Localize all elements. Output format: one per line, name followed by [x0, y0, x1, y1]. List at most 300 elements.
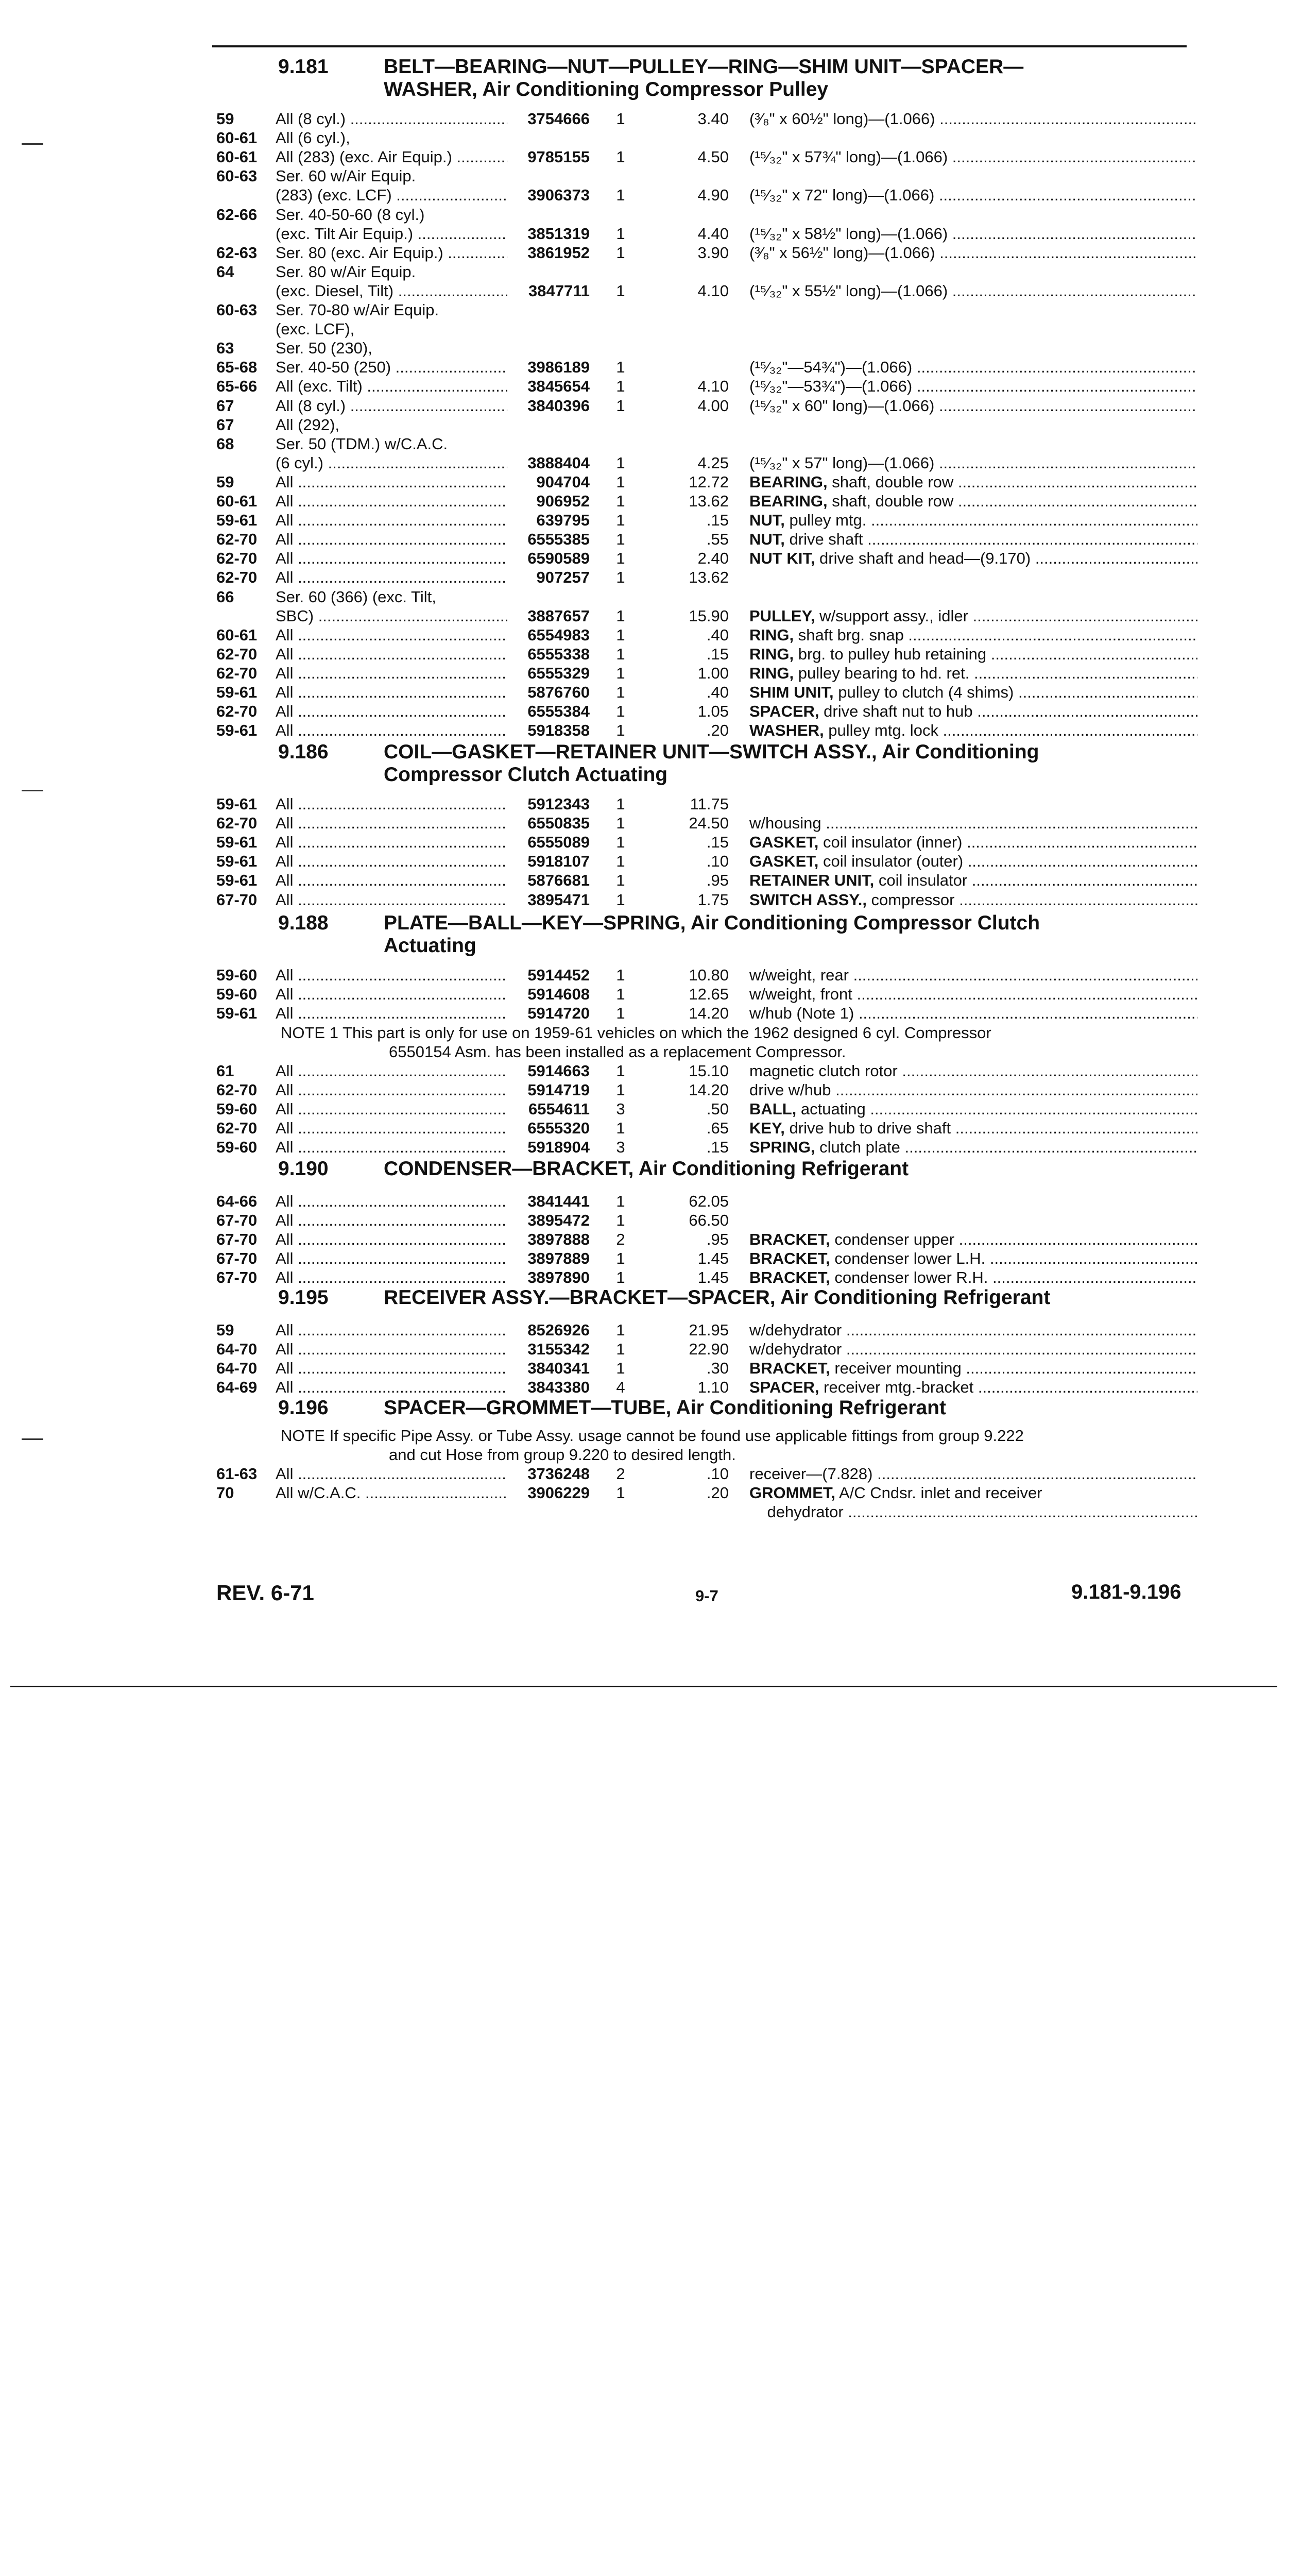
price: 4.25 [697, 453, 729, 472]
price: 4.90 [697, 186, 729, 205]
quantity: 1 [616, 358, 625, 377]
price: 4.40 [697, 224, 729, 243]
part-number: 3906373 [507, 185, 590, 205]
part-name [749, 683, 1197, 702]
part-name [749, 1378, 1197, 1397]
application: All ..... [276, 664, 520, 683]
part-name [749, 530, 1197, 549]
part-name-text: (¹⁵⁄₃₂" x 57" long)—(1.066) [749, 453, 935, 472]
section-title: RECEIVER ASSY.—BRACKET—SPACER, Air Conditioning Refrigerant [384, 1286, 1051, 1309]
part-name-bold: RING, [749, 625, 794, 644]
part-number: 5876760 [507, 683, 590, 702]
model-years: 59-60 [216, 1138, 258, 1157]
application: (exc. LCF), [276, 320, 355, 338]
part-name-bold: RETAINER UNIT, [749, 871, 875, 890]
model-years: 67-70 [216, 1268, 258, 1287]
part-name-bold: WASHER, [749, 721, 824, 740]
part-number: 6550835 [507, 814, 590, 833]
part-name-bold: BRACKET, [749, 1249, 830, 1268]
part-number: 639795 [507, 511, 590, 530]
model-years: 62-63 [216, 243, 258, 262]
application: All ..... [276, 721, 520, 740]
part-name-text: w/housing [749, 814, 821, 833]
table-row [0, 1211, 1302, 1230]
table-row [0, 377, 1302, 396]
part-name-text: shaft brg. snap [794, 625, 904, 644]
application: All ..... [276, 1464, 520, 1483]
note-line: 6550154 Asm. has been installed as a replacement Compressor. [389, 1043, 846, 1061]
model-years: 60-61 [216, 625, 258, 644]
table-row [0, 338, 1302, 358]
table-row [0, 833, 1302, 852]
part-number: 3840396 [507, 396, 590, 415]
part-number: 3845654 [507, 377, 590, 396]
table-row [0, 1340, 1302, 1359]
note-line: NOTE If specific Pipe Assy. or Tube Assy. usage cannot be found use applicable fittings from group 9.222 [281, 1427, 1024, 1445]
price: 1.45 [697, 1249, 729, 1268]
part-name-text: drive w/hub [749, 1081, 831, 1099]
section-title: COIL—GASKET—RETAINER UNIT—SWITCH ASSY., Air Conditioning Compressor Clutch Actuating [384, 741, 1039, 786]
model-years: 61 [216, 1062, 234, 1080]
part-name [749, 1359, 1197, 1378]
table-row [0, 606, 1302, 625]
price: 4.00 [697, 396, 729, 415]
quantity: 1 [616, 871, 625, 890]
part-name-text: actuating [796, 1100, 866, 1118]
model-years: 62-70 [216, 549, 258, 568]
model-years: 59-60 [216, 966, 258, 984]
part-name [749, 109, 1197, 128]
application: All ..... [276, 1211, 520, 1230]
section-title: CONDENSER—BRACKET, Air Conditioning Refrigerant [384, 1158, 909, 1180]
part-name [749, 721, 1197, 740]
part-name-text: (¹⁵⁄₃₂" x 72" long)—(1.066) [749, 186, 935, 205]
application: Ser. 50 (230), [276, 339, 372, 358]
quantity: 1 [616, 606, 625, 625]
table-row [0, 1483, 1302, 1502]
part-name-text: w/dehydrator [749, 1340, 842, 1359]
table-row [0, 1464, 1302, 1483]
application: All (283) (exc. Air Equip.) ..... [276, 147, 520, 166]
quantity: 1 [616, 224, 625, 243]
part-name [749, 1502, 1197, 1521]
application: All ..... [276, 871, 520, 890]
model-years: 67 [216, 415, 234, 434]
application: All ..... [276, 1118, 520, 1138]
part-name-bold: PULLEY, [749, 606, 815, 625]
price: 13.62 [689, 492, 729, 510]
section-number: 9.190 [278, 1158, 329, 1180]
part-number: 5914663 [507, 1061, 590, 1080]
application: All ..... [276, 645, 520, 664]
quantity: 1 [616, 1004, 625, 1023]
part-name-text: drive shaft [784, 530, 863, 549]
table-row [0, 472, 1302, 492]
part-name [749, 358, 1197, 377]
part-name [749, 965, 1197, 985]
table-row [0, 166, 1302, 185]
part-number: 5914719 [507, 1080, 590, 1099]
part-number: 3155342 [507, 1340, 590, 1359]
quantity: 1 [616, 1192, 625, 1210]
application: All ..... [276, 568, 520, 587]
price: .15 [706, 833, 729, 852]
part-name-text: receiver mounting [830, 1359, 962, 1378]
price: 1.10 [697, 1378, 729, 1397]
price: 14.20 [689, 1081, 729, 1099]
part-name-text: pulley to clutch (4 shims) [833, 683, 1014, 701]
application: All ..... [276, 1249, 520, 1268]
model-years: 59-60 [216, 985, 258, 1004]
application: SBC) ..... [276, 606, 520, 625]
part-name [749, 492, 1197, 511]
quantity: 1 [616, 1062, 625, 1080]
price: .95 [706, 1230, 729, 1249]
margin-mark [22, 1438, 43, 1440]
section-number: 9.195 [278, 1286, 329, 1309]
model-years: 59-61 [216, 511, 258, 530]
model-years: 68 [216, 434, 234, 453]
model-years: 70 [216, 1484, 234, 1502]
part-name [749, 890, 1197, 909]
model-years: 59-61 [216, 871, 258, 890]
quantity: 1 [616, 396, 625, 415]
part-name-text: dehydrator [749, 1503, 844, 1521]
table-row [0, 128, 1302, 147]
price: 66.50 [689, 1211, 729, 1230]
application: Ser. 60 w/Air Equip. [276, 167, 416, 185]
table-row [0, 721, 1302, 740]
part-number: 3851319 [507, 224, 590, 243]
table-row [0, 965, 1302, 985]
application: All w/C.A.C. ..... [276, 1483, 520, 1502]
part-number: 5914452 [507, 965, 590, 985]
price: 13.62 [689, 568, 729, 587]
part-name [749, 833, 1197, 852]
model-years: 60-61 [216, 148, 258, 166]
price: .15 [706, 1138, 729, 1157]
application: All (292), [276, 415, 340, 434]
price: 1.00 [697, 664, 729, 682]
application: All ..... [276, 814, 520, 833]
table-row [0, 664, 1302, 683]
model-years: 59 [216, 472, 234, 491]
table-row [0, 453, 1302, 472]
application: All ..... [276, 511, 520, 530]
table-row [0, 1378, 1302, 1397]
quantity: 1 [616, 511, 625, 530]
quantity: 2 [616, 1230, 625, 1249]
model-years: 64-70 [216, 1340, 258, 1359]
part-number: 904704 [507, 472, 590, 492]
price: .40 [706, 683, 729, 701]
part-number: 907257 [507, 568, 590, 587]
part-number: 3897890 [507, 1268, 590, 1287]
part-name [749, 1483, 1197, 1502]
model-years: 62-70 [216, 702, 258, 721]
application: All ..... [276, 683, 520, 702]
application: Ser. 40-50-60 (8 cyl.) [276, 205, 425, 224]
part-name [749, 453, 1197, 472]
part-name-bold: SHIM UNIT, [749, 683, 834, 701]
application: All ..... [276, 1320, 520, 1340]
part-name-bold: SWITCH ASSY., [749, 890, 867, 909]
quantity: 1 [616, 890, 625, 909]
model-years: 59-61 [216, 683, 258, 701]
part-number: 3906229 [507, 1483, 590, 1502]
application: All ..... [276, 965, 520, 985]
table-row [0, 319, 1302, 338]
table-row [0, 1118, 1302, 1138]
model-years: 62-70 [216, 814, 258, 833]
model-years: 61-63 [216, 1465, 258, 1483]
model-years: 64 [216, 262, 234, 281]
part-name-bold: NUT, [749, 530, 785, 549]
part-name-bold: RING, [749, 645, 794, 663]
margin-mark [22, 790, 43, 791]
table-row [0, 511, 1302, 530]
part-name-text: pulley mtg. [784, 511, 867, 530]
part-number: 3897889 [507, 1249, 590, 1268]
part-name-bold: RING, [749, 664, 794, 682]
quantity: 1 [616, 1119, 625, 1138]
application: (283) (exc. LCF) ..... [276, 185, 520, 205]
price: .15 [706, 511, 729, 530]
quantity: 1 [616, 625, 625, 644]
price: 4.10 [697, 281, 729, 300]
part-name [749, 1268, 1197, 1287]
part-name [749, 1004, 1197, 1023]
application: All ..... [276, 890, 520, 909]
quantity: 1 [616, 377, 625, 396]
model-years: 59-60 [216, 1100, 258, 1118]
part-name-text: A/C Cndsr. inlet and receiver [835, 1484, 1042, 1502]
quantity: 1 [616, 1268, 625, 1287]
part-name [749, 1249, 1197, 1268]
quantity: 1 [616, 472, 625, 491]
revision-label: REV. 6-71 [216, 1581, 314, 1605]
part-number: 5918107 [507, 852, 590, 871]
application: All ..... [276, 1359, 520, 1378]
part-name [749, 606, 1197, 625]
quantity: 1 [616, 1211, 625, 1230]
part-number: 5912343 [507, 794, 590, 814]
part-name-text: (³⁄₈" x 56½" long)—(1.066) [749, 243, 935, 262]
price: 1.05 [697, 702, 729, 721]
price: .50 [706, 1100, 729, 1118]
part-name-text: (¹⁵⁄₃₂" x 58½" long)—(1.066) [749, 224, 948, 243]
section-number: 9.186 [278, 741, 329, 763]
price: 12.65 [689, 985, 729, 1004]
part-name-bold: GASKET, [749, 833, 819, 852]
table-row [0, 852, 1302, 871]
price: .95 [706, 871, 729, 890]
section-title: PLATE—BALL—KEY—SPRING, Air Conditioning Compressor Clutch Actuating [384, 912, 1040, 957]
part-name [749, 1118, 1197, 1138]
price: 62.05 [689, 1192, 729, 1210]
price: .55 [706, 530, 729, 549]
price: 15.10 [689, 1062, 729, 1080]
price: 3.90 [697, 243, 729, 262]
table-row [0, 205, 1302, 224]
quantity: 1 [616, 1340, 625, 1359]
quantity: 1 [616, 702, 625, 721]
quantity: 3 [616, 1138, 625, 1157]
application: All ..... [276, 1268, 520, 1287]
part-name [749, 1080, 1197, 1099]
part-name-bold: BALL, [749, 1100, 797, 1118]
part-name-bold: KEY, [749, 1119, 785, 1138]
part-name [749, 1320, 1197, 1340]
quantity: 2 [616, 1465, 625, 1483]
quantity: 1 [616, 664, 625, 682]
model-years: 67-70 [216, 1230, 258, 1249]
section-note [281, 1023, 1208, 1061]
part-name-text: shaft, double row [827, 472, 954, 491]
quantity: 1 [616, 814, 625, 833]
part-number: 9785155 [507, 147, 590, 166]
part-name-text: magnetic clutch rotor [749, 1062, 898, 1080]
table-row [0, 814, 1302, 833]
application: Ser. 40-50 (250) ..... [276, 358, 520, 377]
table-row [0, 396, 1302, 415]
part-number: 3887657 [507, 606, 590, 625]
price: 21.95 [689, 1321, 729, 1339]
model-years: 67-70 [216, 1211, 258, 1230]
part-name [749, 645, 1197, 664]
part-name [749, 281, 1197, 300]
table-row [0, 1502, 1302, 1521]
application: All ..... [276, 549, 520, 568]
model-years: 59-61 [216, 833, 258, 852]
table-row [0, 1004, 1302, 1023]
part-number: 3840341 [507, 1359, 590, 1378]
part-name-text: condenser upper [830, 1230, 955, 1249]
part-name-bold: GROMMET, [749, 1484, 836, 1502]
section-number: 9.181 [278, 56, 329, 78]
part-name-bold: GASKET, [749, 852, 819, 871]
application: All ..... [276, 833, 520, 852]
model-years: 62-70 [216, 1081, 258, 1099]
part-name [749, 1230, 1197, 1249]
application: All ..... [276, 625, 520, 645]
quantity: 1 [616, 568, 625, 587]
application: All ..... [276, 794, 520, 814]
part-name-bold: BRACKET, [749, 1268, 830, 1287]
model-years: 60-61 [216, 129, 258, 147]
application: All ..... [276, 1230, 520, 1249]
part-number: 5876681 [507, 871, 590, 890]
quantity: 1 [616, 110, 625, 128]
part-name [749, 377, 1197, 396]
part-name-text: (¹⁵⁄₃₂" x 55½" long)—(1.066) [749, 281, 948, 300]
quantity: 1 [616, 985, 625, 1004]
part-name [749, 1099, 1197, 1118]
table-row [0, 549, 1302, 568]
part-name [749, 1061, 1197, 1080]
part-name-bold: SPRING, [749, 1138, 815, 1157]
table-row [0, 1249, 1302, 1268]
price: .10 [706, 1465, 729, 1483]
table-row [0, 109, 1302, 128]
part-number: 3841441 [507, 1192, 590, 1211]
part-number: 5918358 [507, 721, 590, 740]
table-row [0, 890, 1302, 909]
quantity: 1 [616, 1081, 625, 1099]
part-name-text: clutch plate [815, 1138, 900, 1157]
part-name [749, 224, 1197, 243]
table-row [0, 1359, 1302, 1378]
model-years: 67-70 [216, 1249, 258, 1268]
part-number: 5918904 [507, 1138, 590, 1157]
quantity: 1 [616, 966, 625, 984]
table-row [0, 281, 1302, 300]
application: Ser. 50 (TDM.) w/C.A.C. [276, 434, 448, 453]
part-number: 3897888 [507, 1230, 590, 1249]
part-number: 5914720 [507, 1004, 590, 1023]
table-row [0, 625, 1302, 645]
part-name-text: pulley bearing to hd. ret. [794, 664, 970, 682]
note-line: NOTE 1 This part is only for use on 1959-61 vehicles on which the 1962 designed 6 cyl. Compressor [281, 1024, 991, 1042]
part-number: 3986189 [507, 358, 590, 377]
application: (exc. Tilt Air Equip.) ..... [276, 224, 520, 243]
part-number: 3754666 [507, 109, 590, 128]
quantity: 1 [616, 1249, 625, 1268]
model-years: 59-61 [216, 721, 258, 740]
part-number: 3888404 [507, 453, 590, 472]
part-name [749, 1464, 1197, 1483]
table-row [0, 645, 1302, 664]
part-name-text: w/support assy., idler [815, 606, 968, 625]
part-name-text: drive shaft nut to hub [819, 702, 973, 721]
model-years: 62-70 [216, 530, 258, 549]
part-name-text: w/dehydrator [749, 1321, 842, 1339]
quantity: 1 [616, 1484, 625, 1502]
table-row [0, 492, 1302, 511]
part-name-bold: BRACKET, [749, 1230, 830, 1249]
application: (6 cyl.) ..... [276, 453, 520, 472]
model-years: 64-69 [216, 1378, 258, 1397]
part-name-bold: SPACER, [749, 702, 819, 721]
price: 12.72 [689, 472, 729, 491]
price: 4.10 [697, 377, 729, 396]
price: 15.90 [689, 606, 729, 625]
application: Ser. 70-80 w/Air Equip. [276, 301, 439, 319]
part-name-text: receiver—(7.828) [749, 1465, 873, 1483]
application: All ..... [276, 1138, 520, 1157]
quantity: 1 [616, 852, 625, 871]
note-line: and cut Hose from group 9.220 to desired length. [389, 1446, 736, 1464]
part-name [749, 243, 1197, 262]
price: .15 [706, 645, 729, 663]
price: 22.90 [689, 1340, 729, 1359]
application: All ..... [276, 472, 520, 492]
model-years: 67-70 [216, 890, 258, 909]
part-name-text: coil insulator (inner) [818, 833, 963, 852]
table-row [0, 243, 1302, 262]
model-years: 59-61 [216, 795, 258, 813]
price: .65 [706, 1119, 729, 1138]
part-name-text: condenser lower R.H. [830, 1268, 988, 1287]
part-name-text: (¹⁵⁄₃₂"—54¾")—(1.066) [749, 358, 913, 377]
quantity: 1 [616, 281, 625, 300]
model-years: 63 [216, 339, 234, 358]
part-name-bold: NUT, [749, 511, 785, 530]
table-row [0, 568, 1302, 587]
part-number: 6555384 [507, 702, 590, 721]
part-name [749, 147, 1197, 166]
part-number: 3736248 [507, 1464, 590, 1483]
